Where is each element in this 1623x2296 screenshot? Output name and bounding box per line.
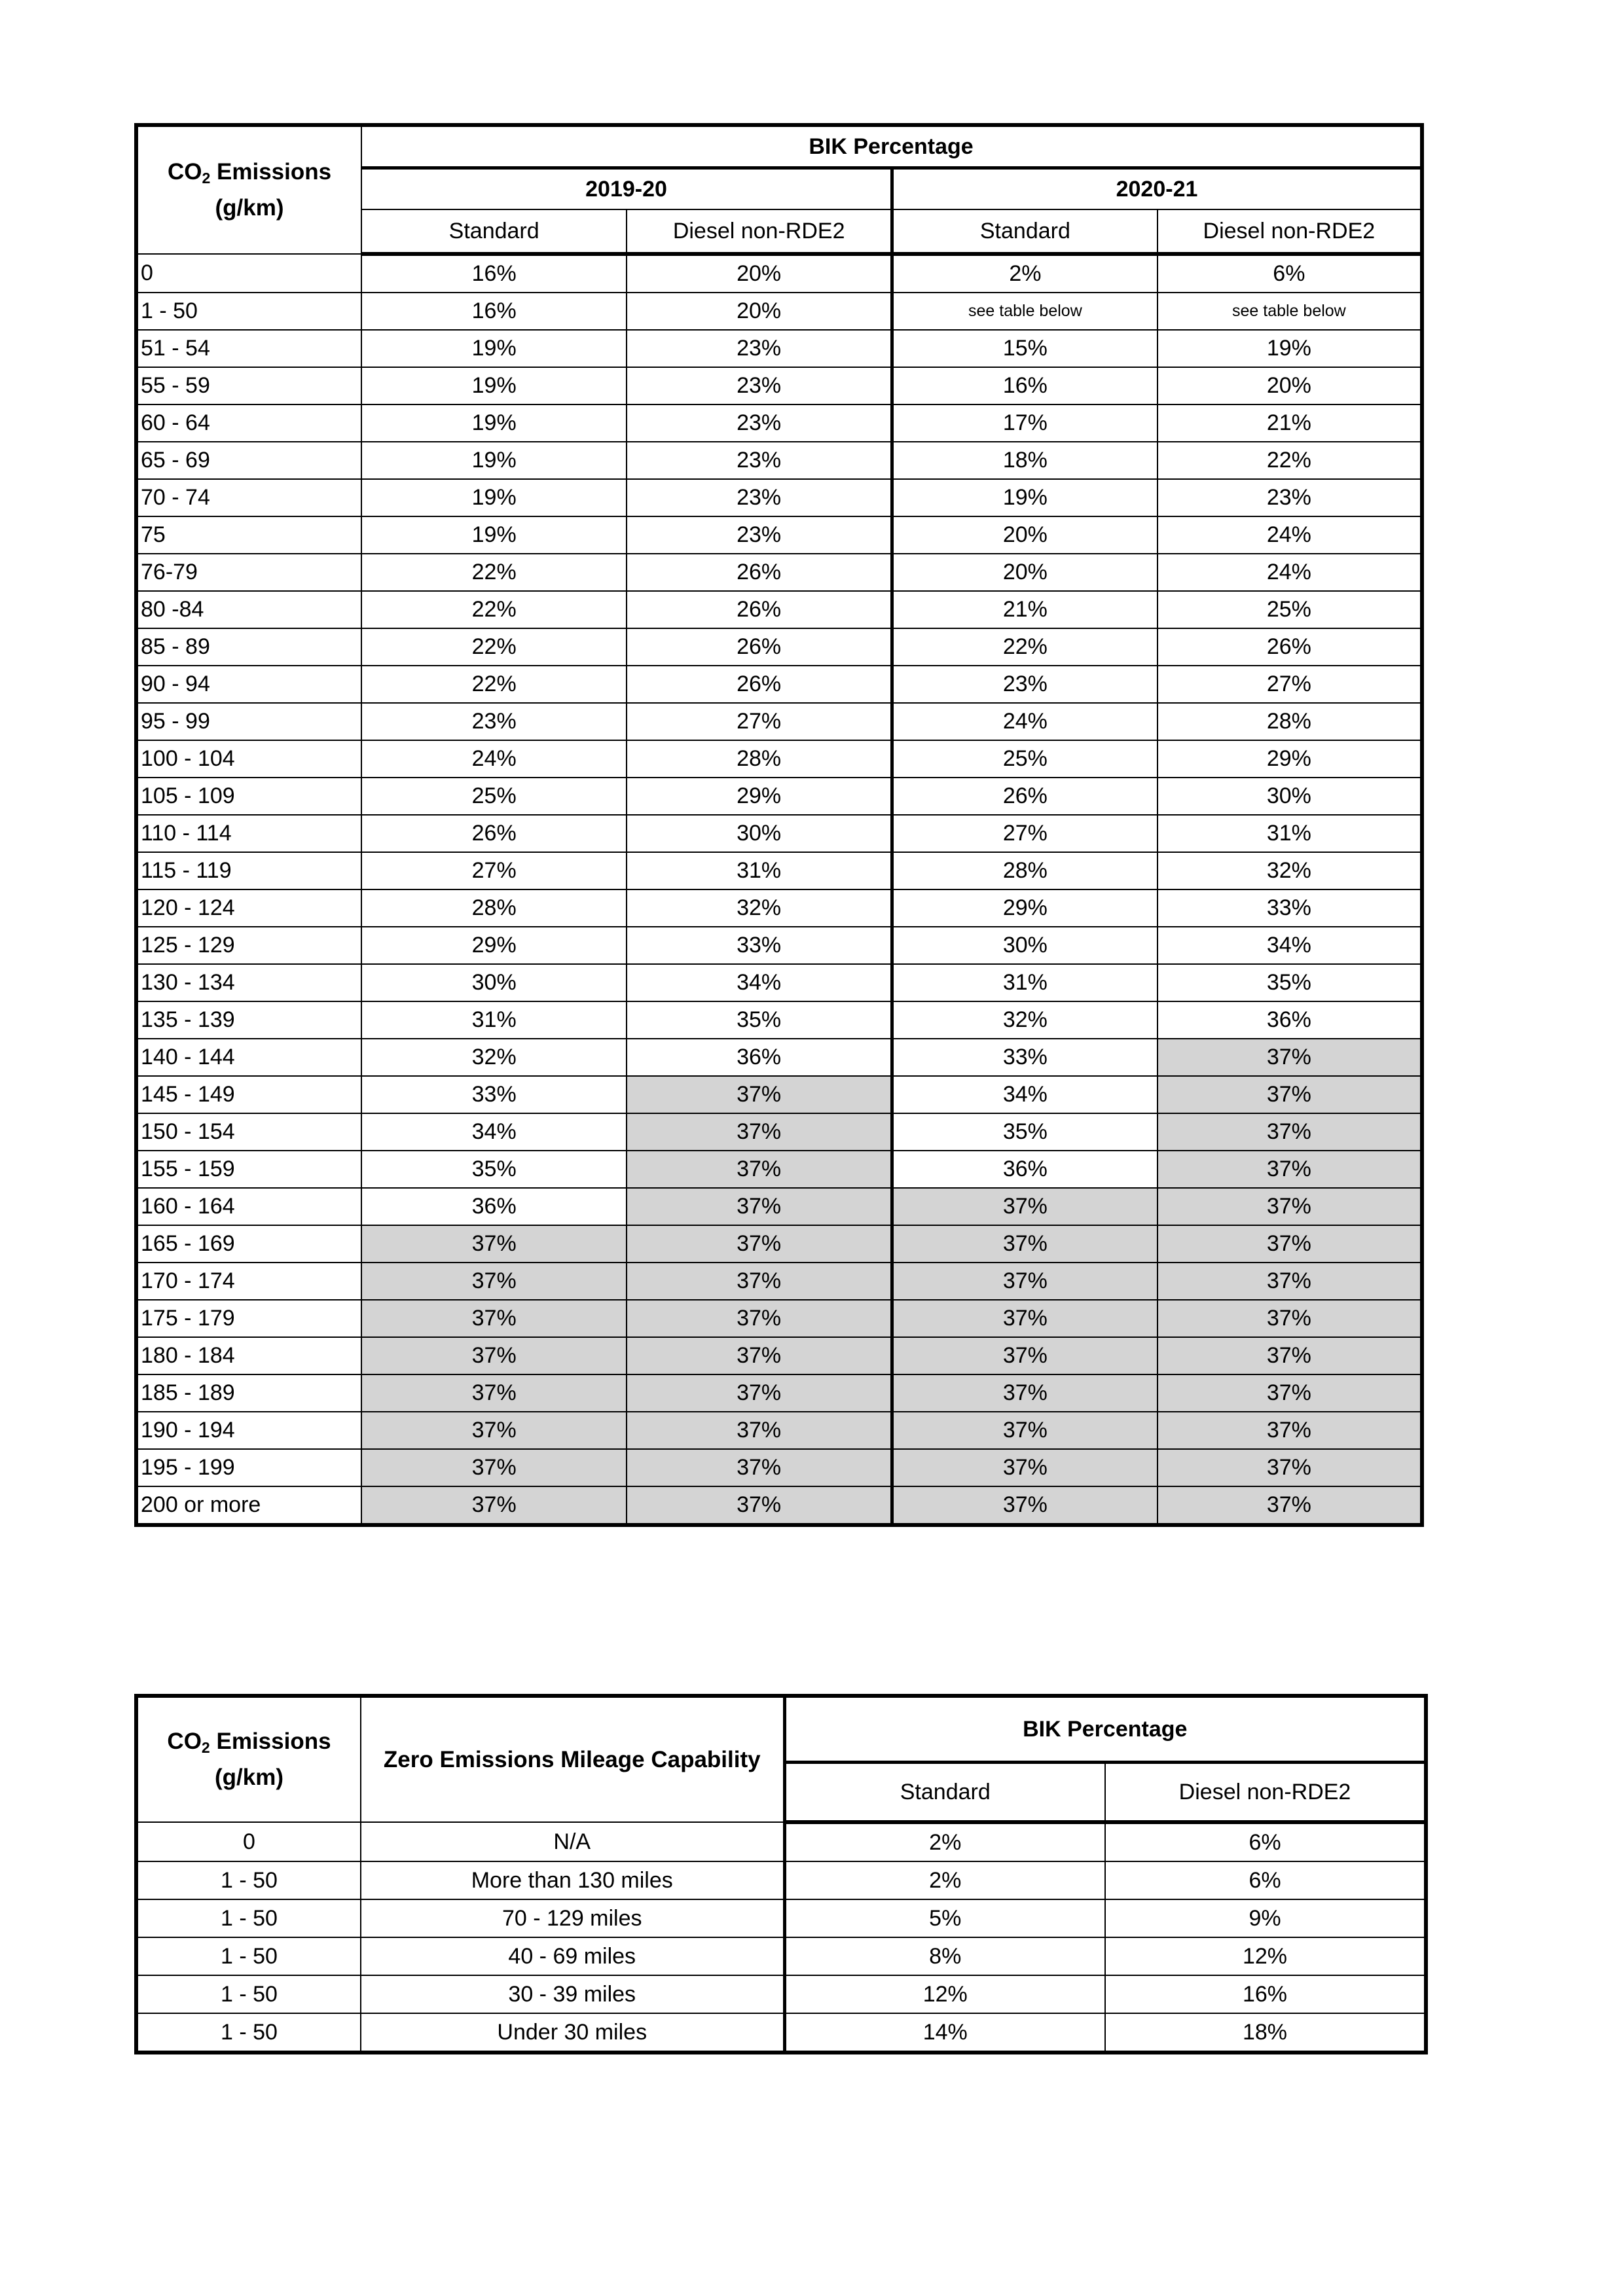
bik-standard-2020: 37% — [892, 1412, 1158, 1449]
co2-band-label: 170 - 174 — [136, 1263, 361, 1300]
co2-band-label: 180 - 184 — [136, 1337, 361, 1374]
co2-emissions-header-line1: $CO_2$ Emissions — [167, 159, 332, 187]
bik-diesel-2019: 23% — [627, 330, 892, 367]
table-row — [136, 293, 1422, 330]
bik-percentage-group-header-2: BIK Percentage — [784, 1696, 1426, 1763]
bik-standard-2019: 27% — [361, 852, 627, 889]
bik-standard-2019: 28% — [361, 889, 627, 927]
co2-band-label: 1 - 50 — [136, 1899, 361, 1937]
zero-emissions-mileage-header: Zero Emissions Mileage Capability — [361, 1696, 784, 1822]
bik-standard-2020: 33% — [892, 1039, 1158, 1076]
zero-emissions-mileage-value: N/A — [361, 1822, 784, 1861]
bik-diesel-2019: 27% — [627, 703, 892, 740]
column-header-diesel-2020: Diesel non-RDE2 — [1158, 209, 1422, 254]
bik-diesel-2019: 37% — [627, 1188, 892, 1225]
table-row — [136, 1188, 1422, 1225]
table-row — [136, 964, 1422, 1001]
table-row — [136, 591, 1422, 628]
bik-standard-2020: 34% — [892, 1076, 1158, 1113]
year-group-2019-20: 2019-20 — [361, 168, 892, 210]
bik-standard-2020: 25% — [892, 740, 1158, 778]
table-row — [136, 1899, 1426, 1937]
bik-diesel-2020: 25% — [1158, 591, 1422, 628]
column-header-standard-2: Standard — [784, 1763, 1105, 1823]
bik-standard-2020: 37% — [892, 1263, 1158, 1300]
bik-diesel-2020: 37% — [1158, 1225, 1422, 1263]
bik-standard-2019: 37% — [361, 1225, 627, 1263]
bik-standard-2020: 37% — [892, 1188, 1158, 1225]
co2-emissions-header-2-line2: (g/km) — [215, 1764, 283, 1790]
bik-diesel-non-rde2: 18% — [1105, 2013, 1426, 2053]
co2-band-label: 110 - 114 — [136, 815, 361, 852]
co2-band-label: 1 - 50 — [136, 1975, 361, 2013]
table-row — [136, 1076, 1422, 1113]
co2-band-label: 65 - 69 — [136, 442, 361, 479]
bik-standard: 8% — [784, 1937, 1105, 1975]
table-two-header — [136, 1696, 1426, 1822]
bik-diesel-2020: 32% — [1158, 852, 1422, 889]
bik-diesel-2019: 32% — [627, 889, 892, 927]
bik-diesel-2019: 29% — [627, 778, 892, 815]
table-row — [136, 1486, 1422, 1525]
table-row — [136, 1337, 1422, 1374]
co2-band-label: 130 - 134 — [136, 964, 361, 1001]
bik-diesel-2020: 23% — [1158, 479, 1422, 516]
bik-standard-2020: 18% — [892, 442, 1158, 479]
table-row — [136, 778, 1422, 815]
table-row — [136, 1113, 1422, 1151]
bik-diesel-2019: 28% — [627, 740, 892, 778]
table-row — [136, 1374, 1422, 1412]
table-row — [136, 1151, 1422, 1188]
co2-band-label: 85 - 89 — [136, 628, 361, 666]
bik-diesel-2019: 26% — [627, 628, 892, 666]
bik-standard-2020: 36% — [892, 1151, 1158, 1188]
bik-diesel-2019: 23% — [627, 404, 892, 442]
co2-band-label: 125 - 129 — [136, 927, 361, 964]
bik-diesel-2019: 30% — [627, 815, 892, 852]
co2-subscript-2: 2 — [201, 1739, 210, 1757]
bik-diesel-2020: 37% — [1158, 1337, 1422, 1374]
bik-diesel-2019: 26% — [627, 666, 892, 703]
bik-standard-2019: 25% — [361, 778, 627, 815]
bik-diesel-2019: 20% — [627, 254, 892, 293]
bik-diesel-2019: 37% — [627, 1449, 892, 1486]
bik-standard-2020: 16% — [892, 367, 1158, 404]
bik-standard-2020: 31% — [892, 964, 1158, 1001]
co2-emissions-header-2-line1: $CO_2$ Emissions — [167, 1729, 331, 1757]
bik-diesel-2019: 23% — [627, 442, 892, 479]
bik-diesel-2020: 37% — [1158, 1076, 1422, 1113]
bik-diesel-2020: 26% — [1158, 628, 1422, 666]
co2-band-label: 150 - 154 — [136, 1113, 361, 1151]
bik-diesel-2019: 37% — [627, 1374, 892, 1412]
table-row — [136, 1975, 1426, 2013]
bik-standard-2020: 37% — [892, 1300, 1158, 1337]
co2-band-label: 1 - 50 — [136, 1937, 361, 1975]
bik-standard-2019: 37% — [361, 1337, 627, 1374]
bik-diesel-2019: 20% — [627, 293, 892, 330]
bik-standard-2019: 37% — [361, 1374, 627, 1412]
co2-band-label: 1 - 50 — [136, 1861, 361, 1899]
table-row — [136, 1937, 1426, 1975]
bik-standard-2019: 30% — [361, 964, 627, 1001]
co2-band-label: 195 - 199 — [136, 1449, 361, 1486]
table-row — [136, 628, 1422, 666]
table-one-body — [136, 254, 1422, 1525]
bik-standard-2020: 15% — [892, 330, 1158, 367]
table-row — [136, 889, 1422, 927]
co2-band-label: 60 - 64 — [136, 404, 361, 442]
co2-band-label: 1 - 50 — [136, 293, 361, 330]
bik-diesel-2020: 27% — [1158, 666, 1422, 703]
bik-diesel-2019: 23% — [627, 367, 892, 404]
bik-standard: 2% — [784, 1822, 1105, 1861]
bik-diesel-2019: 37% — [627, 1486, 892, 1525]
bik-standard-2020: 37% — [892, 1337, 1158, 1374]
bik-standard-2020: 26% — [892, 778, 1158, 815]
table-row — [136, 554, 1422, 591]
table-row — [136, 1225, 1422, 1263]
co2-band-label: 80 -84 — [136, 591, 361, 628]
bik-diesel-2020: 37% — [1158, 1188, 1422, 1225]
bik-standard-2019: 19% — [361, 516, 627, 554]
bik-standard-2020: 21% — [892, 591, 1158, 628]
column-header-standard-2020: Standard — [892, 209, 1158, 254]
bik-standard-2020: 17% — [892, 404, 1158, 442]
bik-standard-2019: 36% — [361, 1188, 627, 1225]
zero-emissions-mileage-table — [134, 1694, 1428, 2054]
bik-standard-2019: 22% — [361, 628, 627, 666]
table-row — [136, 1822, 1426, 1861]
bik-standard-2019: 19% — [361, 404, 627, 442]
co2-band-label: 115 - 119 — [136, 852, 361, 889]
bik-diesel-2019: 31% — [627, 852, 892, 889]
table-row — [136, 1300, 1422, 1337]
bik-diesel-2020: 28% — [1158, 703, 1422, 740]
co2-emissions-header-2 — [136, 1696, 361, 1822]
bik-diesel-2019: 23% — [627, 479, 892, 516]
bik-standard-2019: 37% — [361, 1412, 627, 1449]
co2-band-label: 90 - 94 — [136, 666, 361, 703]
co2-band-label: 100 - 104 — [136, 740, 361, 778]
bik-diesel-non-rde2: 16% — [1105, 1975, 1426, 2013]
bik-diesel-2020: 22% — [1158, 442, 1422, 479]
co2-subscript: 2 — [202, 170, 211, 187]
co2-band-label: 55 - 59 — [136, 367, 361, 404]
table-row — [136, 516, 1422, 554]
bik-diesel-2020: 33% — [1158, 889, 1422, 927]
co2-emissions-header — [136, 125, 361, 254]
bik-diesel-2020: 20% — [1158, 367, 1422, 404]
bik-standard-2019: 37% — [361, 1449, 627, 1486]
table-row — [136, 703, 1422, 740]
table-row — [136, 404, 1422, 442]
bik-standard-2019: 37% — [361, 1263, 627, 1300]
bik-diesel-2019: 37% — [627, 1337, 892, 1374]
bik-diesel-2019: 34% — [627, 964, 892, 1001]
bik-standard-2019: 35% — [361, 1151, 627, 1188]
bik-diesel-2020: 19% — [1158, 330, 1422, 367]
co2-band-label: 1 - 50 — [136, 2013, 361, 2053]
bik-diesel-2019: 37% — [627, 1151, 892, 1188]
bik-diesel-2019: 26% — [627, 591, 892, 628]
bik-standard-2019: 19% — [361, 479, 627, 516]
table-one-header — [136, 125, 1422, 254]
bik-standard-2019: 24% — [361, 740, 627, 778]
bik-diesel-2020: 37% — [1158, 1374, 1422, 1412]
co2-band-label: 145 - 149 — [136, 1076, 361, 1113]
table-row — [136, 330, 1422, 367]
co2-band-label: 120 - 124 — [136, 889, 361, 927]
bik-standard: 14% — [784, 2013, 1105, 2053]
bik-standard: 5% — [784, 1899, 1105, 1937]
co2-band-label: 95 - 99 — [136, 703, 361, 740]
column-header-standard-2019: Standard — [361, 209, 627, 254]
bik-diesel-2019: 37% — [627, 1113, 892, 1151]
table-row — [136, 254, 1422, 293]
zero-emissions-mileage-value: More than 130 miles — [361, 1861, 784, 1899]
zero-emissions-mileage-value: 40 - 69 miles — [361, 1937, 784, 1975]
table-row — [136, 740, 1422, 778]
table-row — [136, 1263, 1422, 1300]
bik-standard-2019: 32% — [361, 1039, 627, 1076]
bik-standard-2020: 28% — [892, 852, 1158, 889]
bik-standard-2020: 32% — [892, 1001, 1158, 1039]
bik-standard-2019: 34% — [361, 1113, 627, 1151]
bik-diesel-2019: 37% — [627, 1263, 892, 1300]
bik-diesel-2020: 24% — [1158, 554, 1422, 591]
bik-diesel-2020: 37% — [1158, 1486, 1422, 1525]
table-row — [136, 479, 1422, 516]
bik-diesel-2020: 6% — [1158, 254, 1422, 293]
bik-diesel-2019: 23% — [627, 516, 892, 554]
bik-diesel-2020: 37% — [1158, 1039, 1422, 1076]
bik-diesel-2020: see table below — [1158, 293, 1422, 330]
bik-standard-2020: 20% — [892, 554, 1158, 591]
bik-diesel-2019: 35% — [627, 1001, 892, 1039]
bik-diesel-2019: 37% — [627, 1412, 892, 1449]
bik-diesel-2019: 37% — [627, 1076, 892, 1113]
bik-standard-2019: 33% — [361, 1076, 627, 1113]
zero-emissions-mileage-value: Under 30 miles — [361, 2013, 784, 2053]
bik-standard-2020: 37% — [892, 1374, 1158, 1412]
bik-diesel-2020: 37% — [1158, 1412, 1422, 1449]
table-row — [136, 1412, 1422, 1449]
co2-band-label: 75 — [136, 516, 361, 554]
bik-standard-2020: 37% — [892, 1225, 1158, 1263]
table-row — [136, 367, 1422, 404]
bik-diesel-2020: 24% — [1158, 516, 1422, 554]
bik-standard-2020: 24% — [892, 703, 1158, 740]
table-row — [136, 1449, 1422, 1486]
co2-band-label: 70 - 74 — [136, 479, 361, 516]
table-row — [136, 442, 1422, 479]
co2-band-label: 140 - 144 — [136, 1039, 361, 1076]
co2-band-label: 165 - 169 — [136, 1225, 361, 1263]
table-row — [136, 815, 1422, 852]
bik-diesel-2020: 31% — [1158, 815, 1422, 852]
table-row — [136, 2013, 1426, 2053]
table-row — [136, 1861, 1426, 1899]
bik-diesel-2019: 37% — [627, 1300, 892, 1337]
bik-standard-2020: 30% — [892, 927, 1158, 964]
bik-diesel-2020: 34% — [1158, 927, 1422, 964]
bik-diesel-2020: 37% — [1158, 1449, 1422, 1486]
bik-diesel-non-rde2: 9% — [1105, 1899, 1426, 1937]
zero-emissions-mileage-value: 70 - 129 miles — [361, 1899, 784, 1937]
column-header-diesel-2: Diesel non-RDE2 — [1105, 1763, 1426, 1823]
bik-standard-2019: 22% — [361, 666, 627, 703]
year-group-2020-21: 2020-21 — [892, 168, 1422, 210]
bik-standard-2019: 37% — [361, 1486, 627, 1525]
co2-band-label: 76-79 — [136, 554, 361, 591]
bik-diesel-2020: 21% — [1158, 404, 1422, 442]
bik-standard-2019: 19% — [361, 330, 627, 367]
bik-standard-2020: 29% — [892, 889, 1158, 927]
co2-band-label: 160 - 164 — [136, 1188, 361, 1225]
bik-percentage-group-header: BIK Percentage — [361, 125, 1422, 168]
table-row — [136, 852, 1422, 889]
bik-standard-2019: 31% — [361, 1001, 627, 1039]
bik-standard-2019: 29% — [361, 927, 627, 964]
bik-standard-2019: 26% — [361, 815, 627, 852]
bik-standard-2020: 37% — [892, 1449, 1158, 1486]
bik-standard-2019: 16% — [361, 293, 627, 330]
bik-diesel-non-rde2: 6% — [1105, 1861, 1426, 1899]
bik-standard-2020: 37% — [892, 1486, 1158, 1525]
bik-diesel-non-rde2: 6% — [1105, 1822, 1426, 1861]
co2-band-label: 105 - 109 — [136, 778, 361, 815]
bik-standard-2019: 37% — [361, 1300, 627, 1337]
co2-band-label: 0 — [136, 1822, 361, 1861]
co2-emissions-header-line2: (g/km) — [215, 194, 284, 221]
table-row — [136, 1001, 1422, 1039]
bik-percentage-table — [134, 123, 1424, 1527]
bik-standard-2019: 22% — [361, 591, 627, 628]
co2-band-label: 51 - 54 — [136, 330, 361, 367]
bik-standard: 12% — [784, 1975, 1105, 2013]
bik-standard-2020: 22% — [892, 628, 1158, 666]
bik-diesel-non-rde2: 12% — [1105, 1937, 1426, 1975]
bik-standard-2019: 23% — [361, 703, 627, 740]
bik-diesel-2019: 37% — [627, 1225, 892, 1263]
co2-band-label: 185 - 189 — [136, 1374, 361, 1412]
bik-standard-2020: 27% — [892, 815, 1158, 852]
co2-band-label: 175 - 179 — [136, 1300, 361, 1337]
bik-standard-2020: 20% — [892, 516, 1158, 554]
bik-diesel-2020: 29% — [1158, 740, 1422, 778]
bik-standard-2020: 23% — [892, 666, 1158, 703]
table-row — [136, 666, 1422, 703]
co2-band-label: 135 - 139 — [136, 1001, 361, 1039]
bik-diesel-2020: 37% — [1158, 1151, 1422, 1188]
bik-standard: 2% — [784, 1861, 1105, 1899]
bik-standard-2020: 35% — [892, 1113, 1158, 1151]
zero-emissions-mileage-value: 30 - 39 miles — [361, 1975, 784, 2013]
bik-diesel-2020: 37% — [1158, 1300, 1422, 1337]
table-row — [136, 927, 1422, 964]
bik-diesel-2020: 35% — [1158, 964, 1422, 1001]
bik-diesel-2019: 36% — [627, 1039, 892, 1076]
table-row — [136, 1039, 1422, 1076]
bik-standard-2019: 19% — [361, 367, 627, 404]
bik-standard-2020: 19% — [892, 479, 1158, 516]
co2-band-label: 155 - 159 — [136, 1151, 361, 1188]
bik-diesel-2020: 37% — [1158, 1263, 1422, 1300]
bik-standard-2019: 22% — [361, 554, 627, 591]
co2-band-label: 200 or more — [136, 1486, 361, 1525]
bik-diesel-2020: 30% — [1158, 778, 1422, 815]
co2-band-label: 190 - 194 — [136, 1412, 361, 1449]
bik-standard-2019: 19% — [361, 442, 627, 479]
bik-diesel-2019: 33% — [627, 927, 892, 964]
bik-diesel-2020: 36% — [1158, 1001, 1422, 1039]
table-two-body — [136, 1822, 1426, 2053]
co2-band-label: 0 — [136, 254, 361, 293]
bik-standard-2020: 2% — [892, 254, 1158, 293]
bik-standard-2019: 16% — [361, 254, 627, 293]
bik-diesel-2019: 26% — [627, 554, 892, 591]
bik-diesel-2020: 37% — [1158, 1113, 1422, 1151]
bik-standard-2020: see table below — [892, 293, 1158, 330]
column-header-diesel-2019: Diesel non-RDE2 — [627, 209, 892, 254]
